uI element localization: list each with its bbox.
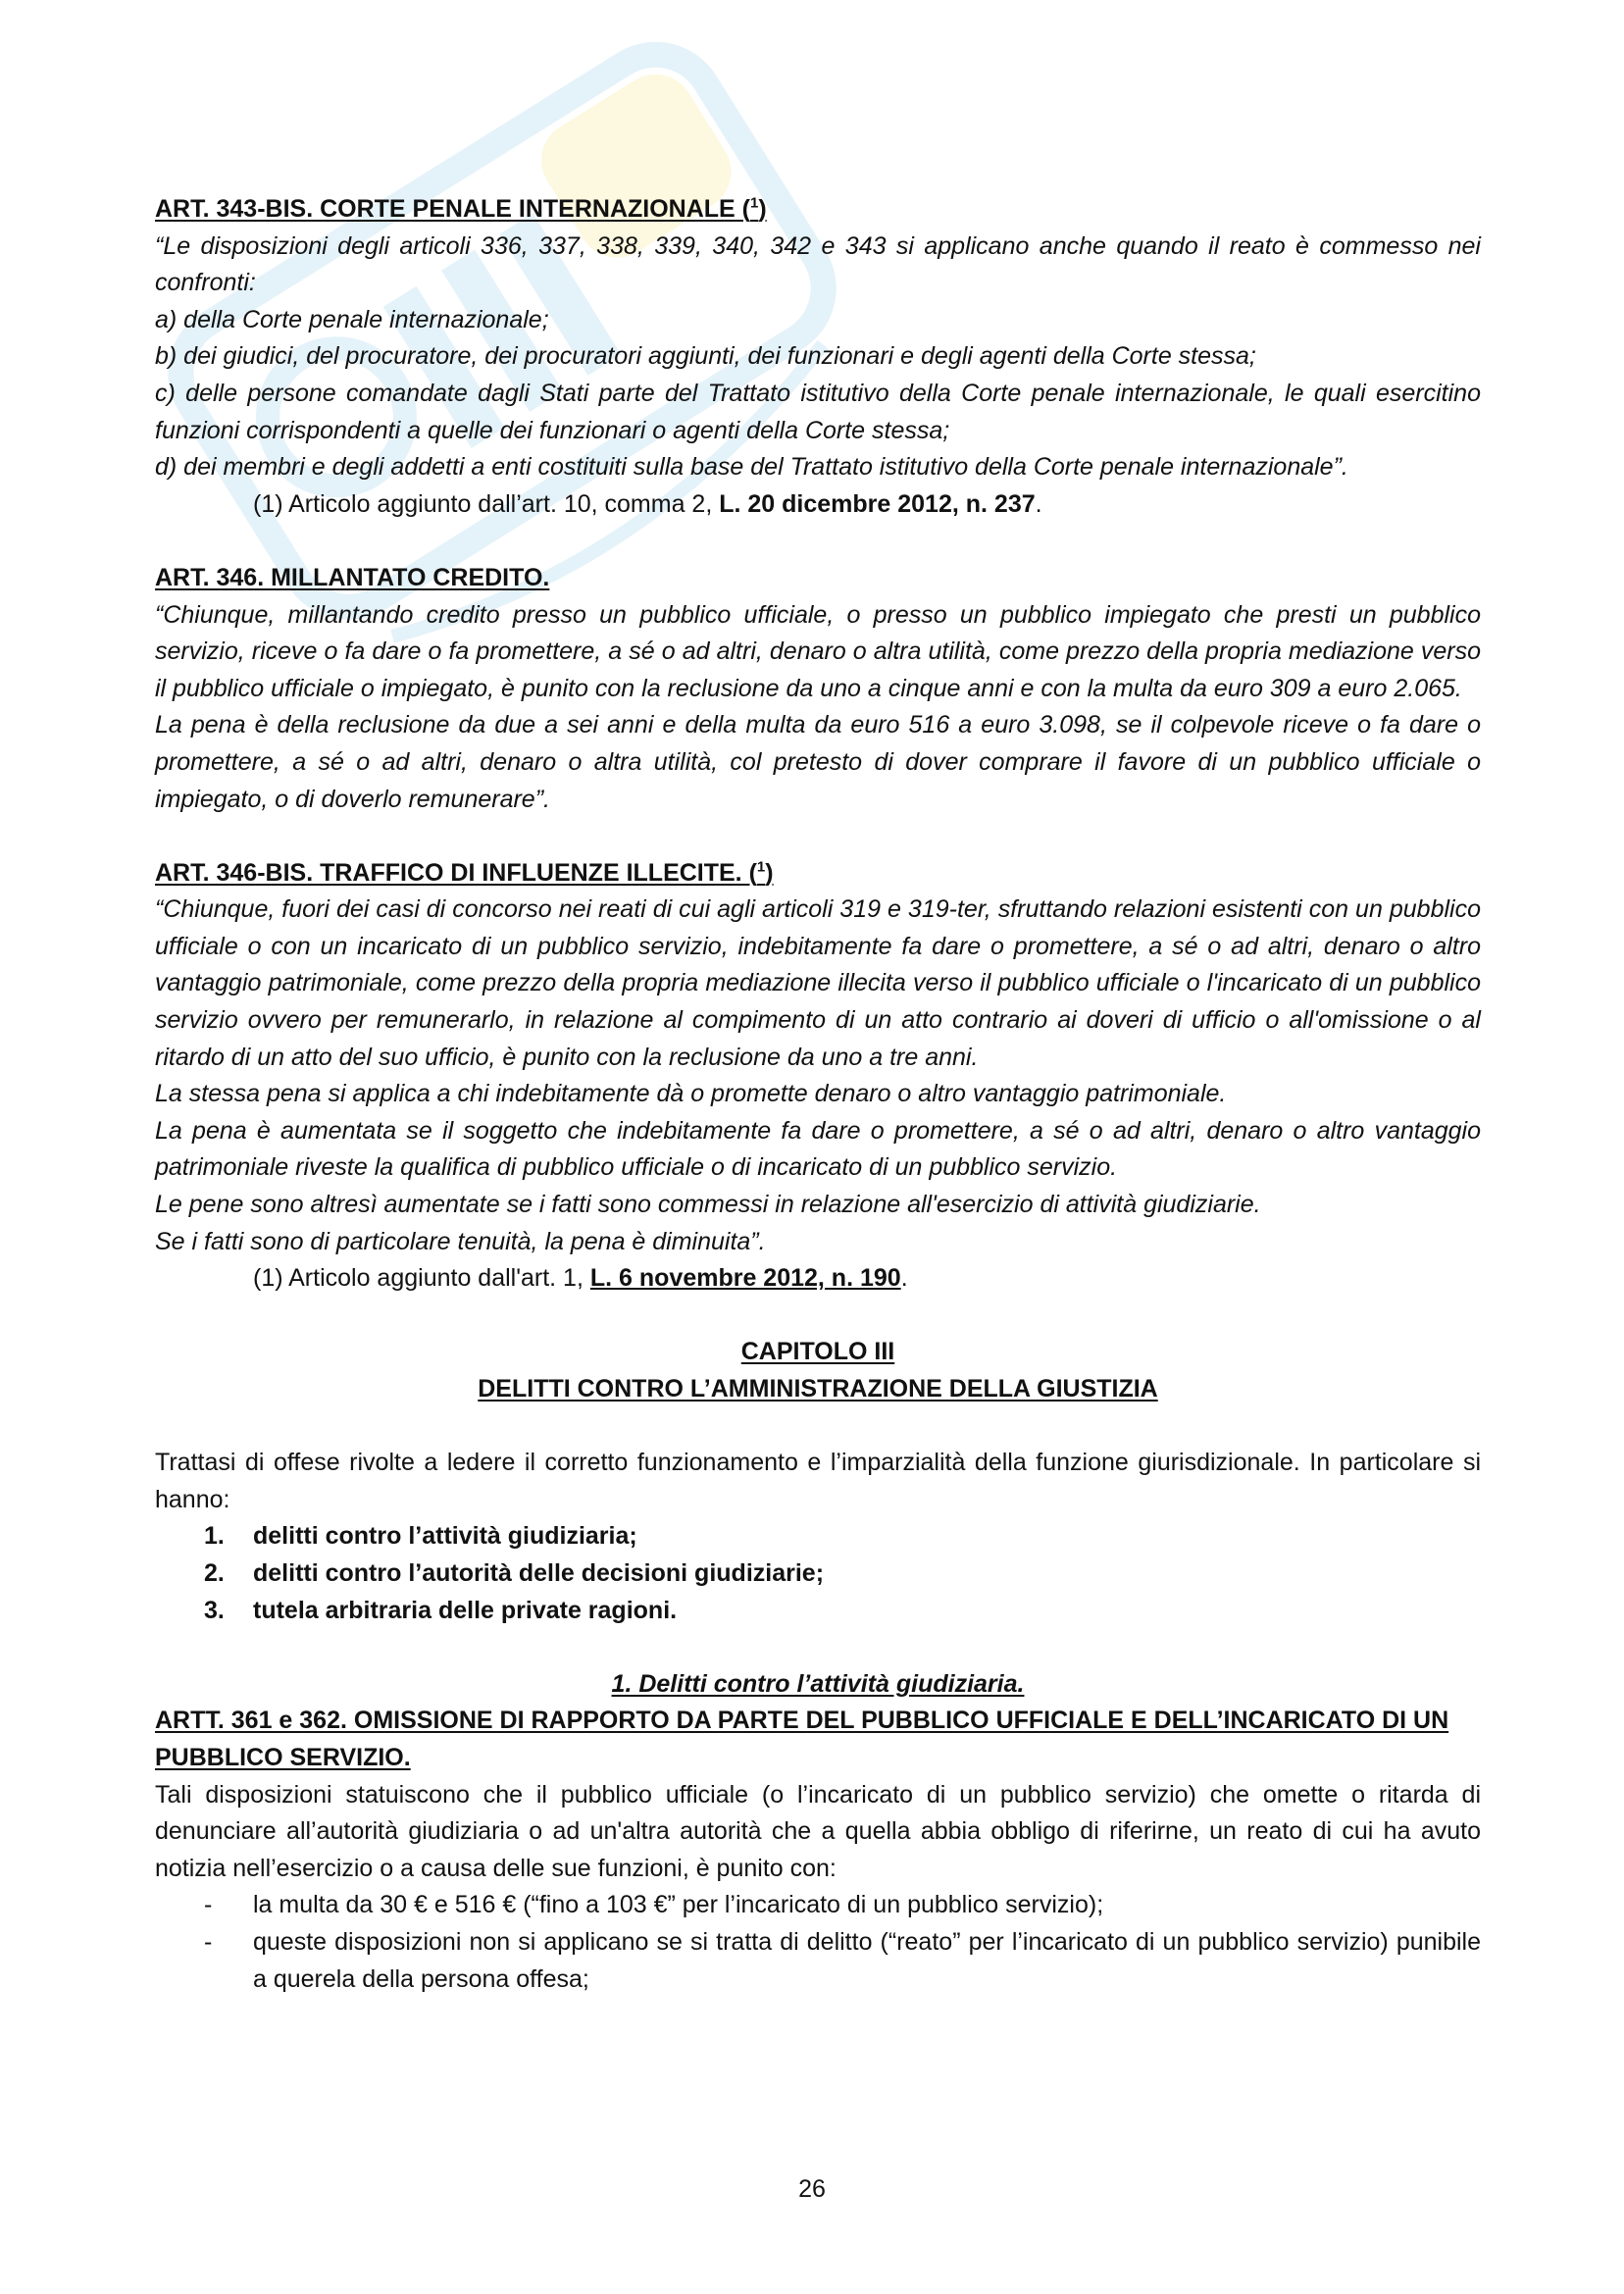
law-reference-link: L. 6 novembre 2012, n. 190 [589, 1264, 901, 1293]
spacer [155, 1298, 1481, 1335]
art-346-paragraph-2: La pena è della reclusione da due a sei anni e della multa da euro 516 a euro 3.098, se il colpevole riceve o fa dare o promettere, a sé o ad altri, denaro o altra utilità, col pretesto di dover comprare il favore di un pubblico ufficiale o impiegato, o di doverlo remunerare”. [155, 711, 1481, 813]
art-343-bis-footnote [155, 486, 1481, 524]
section-title: 1. Delitti contro l’attività giudiziaria. [611, 1669, 1025, 1698]
heading-text: ) [758, 195, 767, 223]
list-item [155, 1924, 1481, 1998]
document-page [155, 191, 1481, 1998]
list-item-text: la multa da 30 € e 516 € (“fino a 103 €” per l’incaricato di un pubblico servizio); [253, 1891, 1104, 1919]
law-reference: L. 20 dicembre 2012, n. 237 [719, 489, 1036, 518]
art-343-bis-item-d: d) dei membri e degli addetti a enti costituiti sulla base del Trattato istitutivo della Corte penale internazionale”. [155, 453, 1348, 482]
art-343-bis-item-b: b) dei giudici, del procuratore, dei procuratori aggiunti, dei funzionari e degli agenti della Corte stessa; [155, 342, 1256, 371]
chapter-intro: Trattasi di offese rivolte a ledere il corretto funzionamento e l’imparzialità della funzione giurisdizionale. In particolare si hanno: [155, 1449, 1481, 1513]
art-346-paragraph-1: “Chiunque, millantando credito presso un pubblico ufficiale, o presso un pubblico impiegato che presti un pubblico servizio, riceve o fa dare o fa promettere, a sé o ad altri, denaro o altra utilità, come prezzo della propria mediazione verso il pubblico ufficiale o impiegato, è punito con la reclusione da uno a cinque anni e con la multa da euro 309 a euro 2.065. [155, 600, 1481, 702]
page-number: 26 [798, 2175, 826, 2203]
art-346-bis-paragraph-5: Se i fatti sono di particolare tenuità, la pena è diminuita”. [155, 1227, 766, 1255]
list-item [155, 1555, 1481, 1593]
artt-361-362-bullets [155, 1887, 1481, 1998]
art-346-bis-paragraph-3: La pena è aumentata se il soggetto che indebitamente fa dare o promettere, a sé o ad altri, denaro o altro vantaggio patrimoniale riveste la qualifica di pubblico ufficiale o di incaricato di un pubblico servizio. [155, 1116, 1481, 1182]
spacer [155, 1408, 1481, 1446]
list-item-text: queste disposizioni non si applicano se si tratta di delitto (“reato” per l’incaricato di un pubblico servizio) punibile a querela della persona offesa; [253, 1927, 1481, 1993]
art-343-bis-item-c: c) delle persone comandate dagli Stati parte del Trattato istitutivo della Corte penale internazionale, le quali esercitino funzioni corrispondenti a quelle dei funzionari o agenti della Corte stessa; [155, 379, 1481, 444]
list-item [155, 1887, 1481, 1924]
footnote-text: . [900, 1264, 908, 1293]
footnote-text: . [1035, 489, 1042, 518]
art-343-bis-item-a: a) della Corte penale internazionale; [155, 305, 549, 333]
footnote-text: (1) Articolo aggiunto dall'art. 1, [253, 1264, 590, 1293]
chapter-subtitle: DELITTI CONTRO L’AMMINISTRAZIONE DELLA GIUSTIZIA [478, 1375, 1158, 1402]
bullet-dash: - [204, 1927, 213, 1956]
spacer [155, 1629, 1481, 1666]
list-item-text: tutela arbitraria delle private ragioni. [253, 1596, 678, 1624]
footnote-ref: 1 [750, 194, 759, 212]
bullet-dash: - [204, 1891, 213, 1919]
chapter-title: CAPITOLO III [740, 1338, 895, 1366]
list-number: 2. [204, 1558, 225, 1587]
list-number: 3. [204, 1596, 225, 1624]
art-346-bis-paragraph-2: La stessa pena si applica a chi indebitamente dà o promette denaro o altro vantaggio patrimoniale. [155, 1080, 1227, 1108]
art-343-bis-heading [155, 191, 1481, 229]
list-item [155, 1518, 1481, 1555]
list-item-text: delitti contro l’autorità delle decisioni giudiziarie; [253, 1558, 825, 1587]
document-content [155, 191, 1481, 1998]
list-number: 1. [204, 1522, 225, 1551]
art-346-bis-heading [155, 855, 1481, 892]
artt-361-362-text: Tali disposizioni statuiscono che il pubblico ufficiale (o l’incaricato di un pubblico servizio) che omette o ritarda di denunciare all’autorità giudiziaria o ad un'altra autorità che a quella abbia obbligo di riferirne, un reato di cui ha avuto notizia nell’esercizio o a causa delle sue funzioni, è punito con: [155, 1780, 1481, 1882]
heading-text: ART. 346-BIS. TRAFFICO DI INFLUENZE ILLECITE. ( [155, 858, 757, 887]
heading-text: ) [765, 858, 774, 887]
spacer [155, 523, 1481, 560]
list-item-text: delitti contro l’attività giudiziaria; [253, 1522, 637, 1551]
list-item [155, 1593, 1481, 1630]
art-346-heading: ART. 346. MILLANTATO CREDITO. [155, 563, 550, 591]
art-343-bis-text: “Le disposizioni degli articoli 336, 337, 338, 339, 340, 342 e 343 si applicano anche quando il reato è commesso nei confronti: [155, 231, 1481, 297]
art-346-bis-paragraph-4: Le pene sono altresì aumentate se i fatti sono commessi in relazione all'esercizio di attività giudiziarie. [155, 1191, 1261, 1219]
artt-361-362-heading: ARTT. 361 e 362. OMISSIONE DI RAPPORTO DA PARTE DEL PUBBLICO UFFICIALE E DELL’INCARICATO DI UN PUBBLICO SERVIZIO. [155, 1707, 1449, 1771]
chapter-topic-list [155, 1518, 1481, 1629]
art-346-bis-paragraph-1: “Chiunque, fuori dei casi di concorso nei reati di cui agli articoli 319 e 319-ter, sfruttando relazioni esistenti con un pubblico ufficiale o con un incaricato di un pubblico servizio, indebitamente fa dare o promettere, a sé o ad altri, denaro o altro vantaggio patrimoniale, come prezzo della propria mediazione illecita verso il pubblico ufficiale o l'incaricato di un pubblico servizio ovvero per remunerarlo, in relazione al compimento di un atto contrario ai doveri di ufficio o all'omissione o al ritardo di un atto del suo ufficio, è punito con la reclusione da uno a tre anni. [155, 895, 1481, 1071]
footnote-text: (1) Articolo aggiunto dall’art. 10, comma 2, [253, 489, 720, 518]
heading-text: ART. 343-BIS. CORTE PENALE INTERNAZIONALE ( [155, 195, 750, 223]
art-346-bis-footnote [155, 1260, 1481, 1298]
spacer [155, 818, 1481, 855]
footnote-ref: 1 [756, 858, 766, 876]
